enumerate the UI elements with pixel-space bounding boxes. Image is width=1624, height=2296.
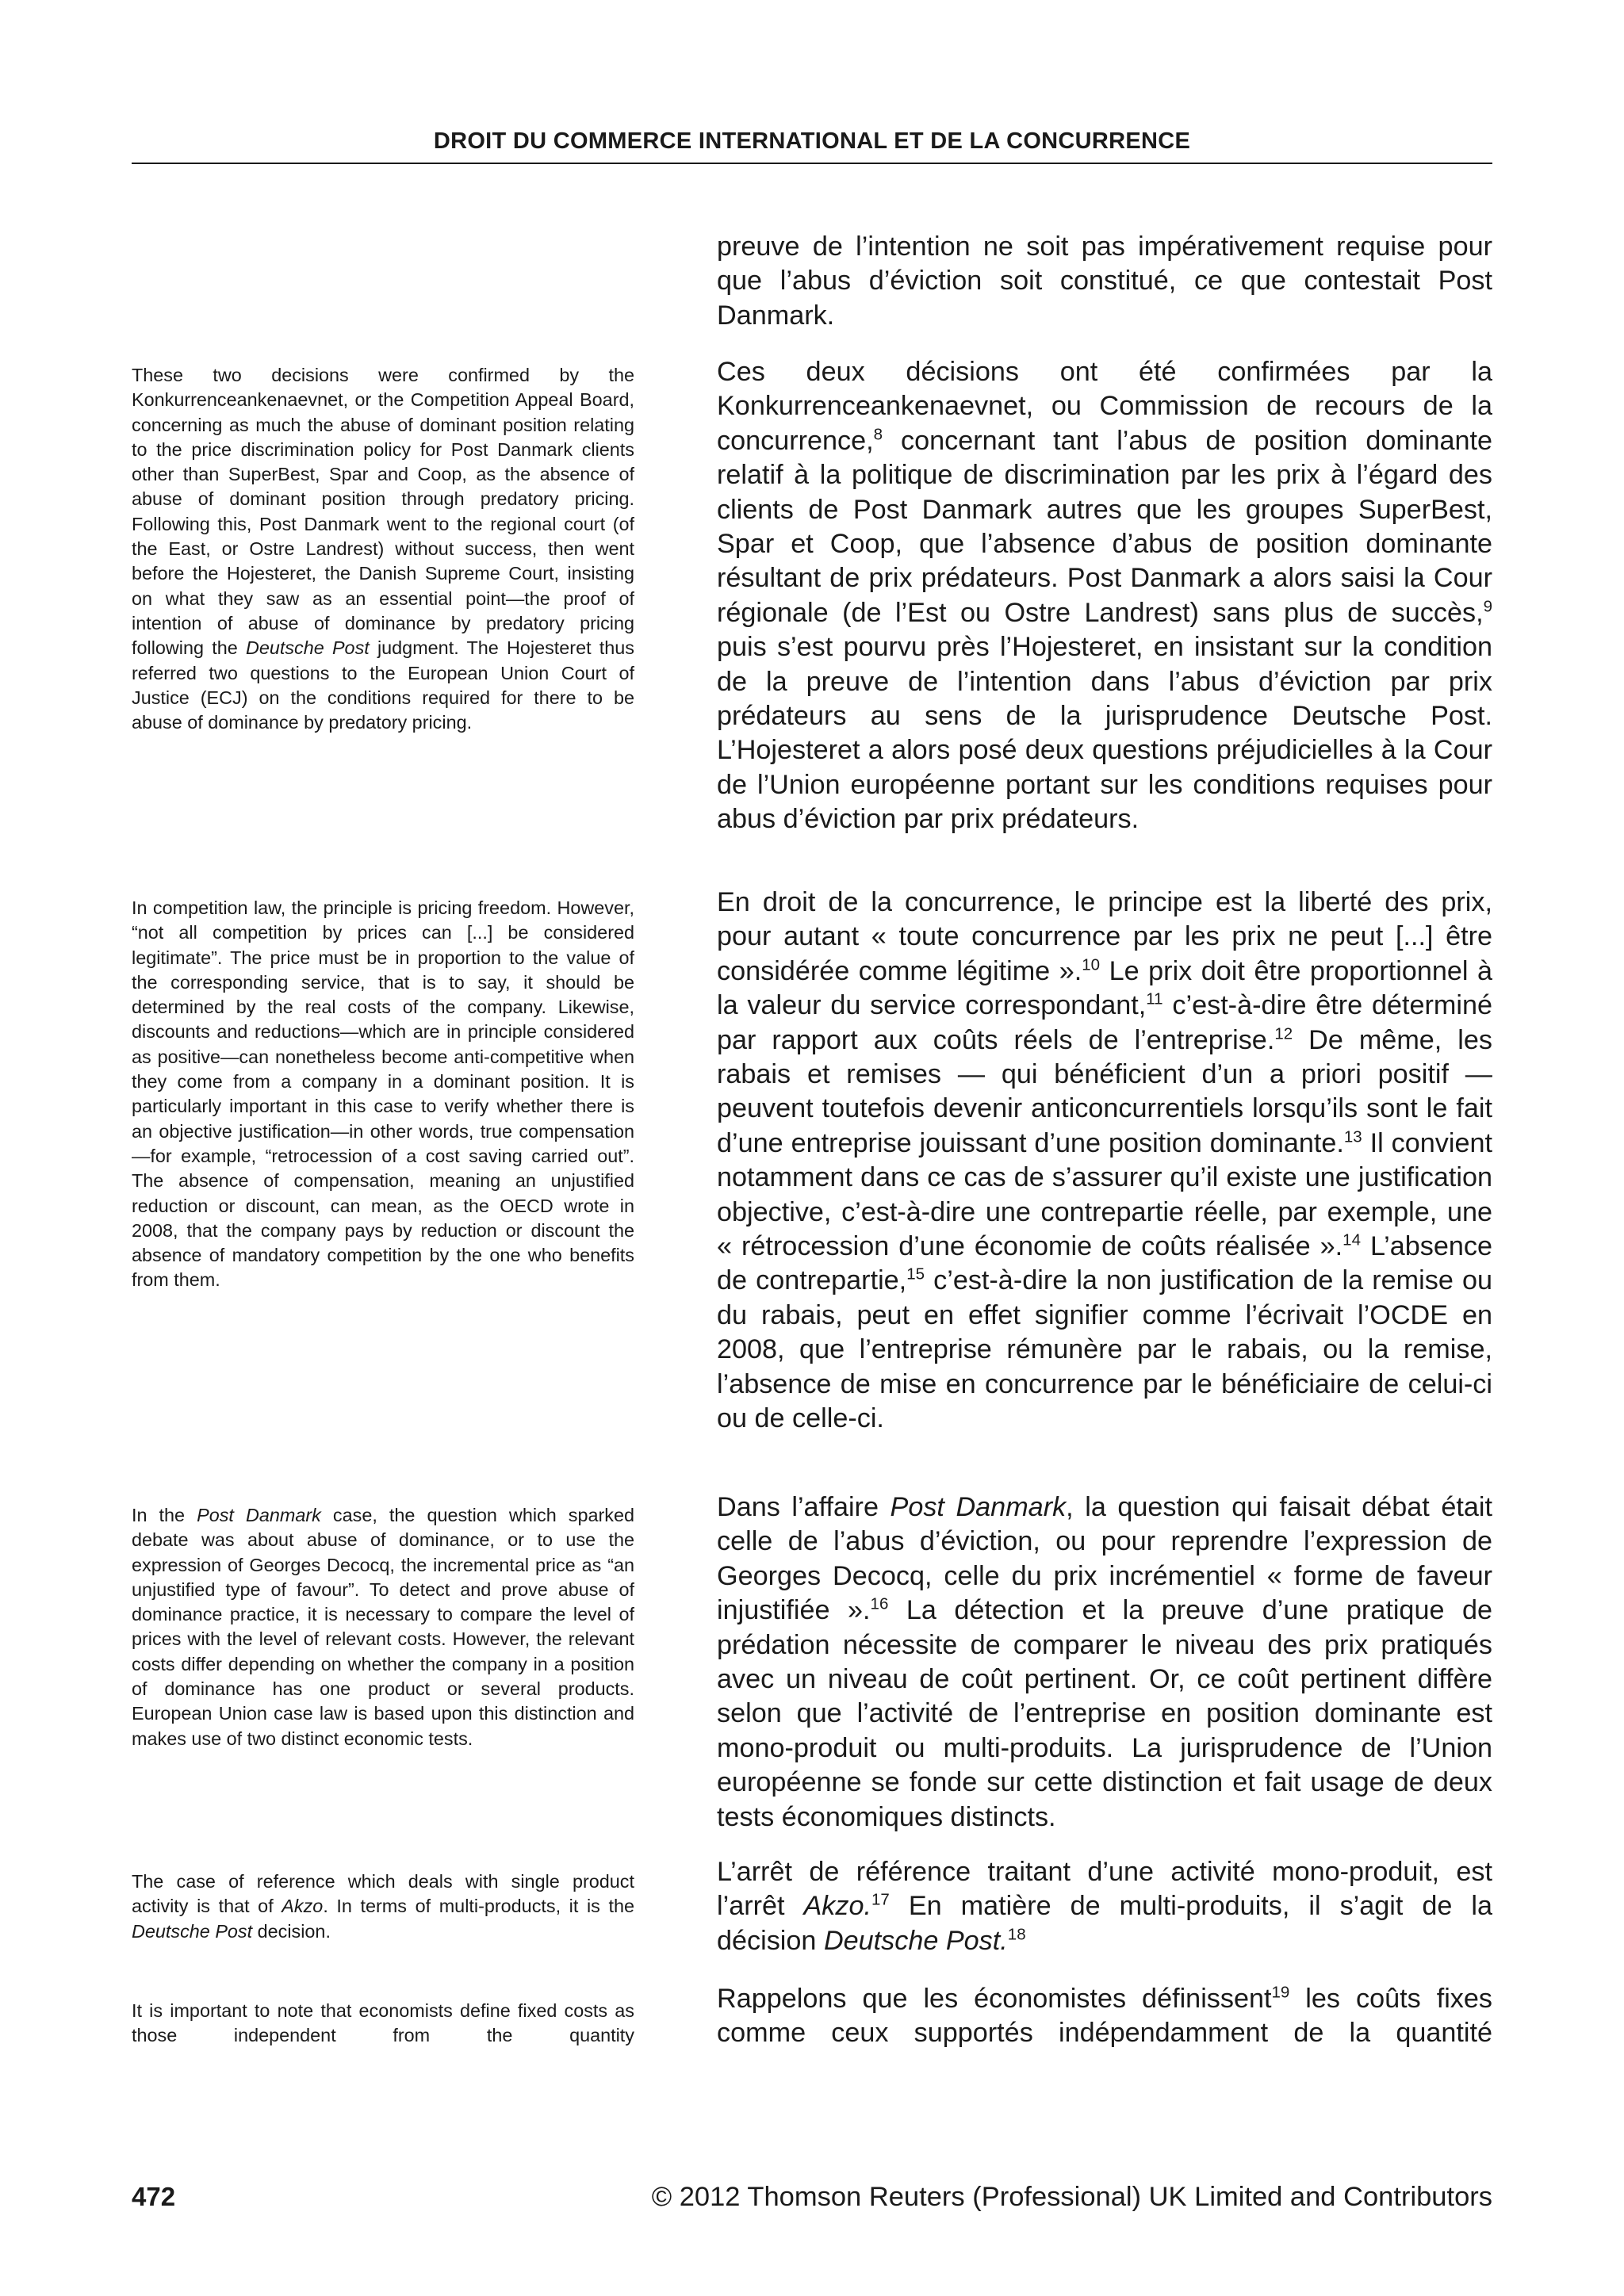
footnote-ref[interactable]: 15 bbox=[906, 1265, 925, 1284]
text-run: puis s’est pourvu près l’Hojesteret, en insistant sur la condition de la preuve de l’intention dans l’abus d’éviction par prix prédateurs au sens de la jurisprudence Deutsche Post. L’Hojesteret a alors posé deux questions préjudicielles à la Cour de l’Union européenne portant sur les conditions requises pour abus d’éviction par prix prédateurs. bbox=[717, 632, 1492, 835]
text-run: decision. bbox=[252, 1920, 331, 1942]
text-run: , la question qui faisait débat était celle de l’abus d’éviction, ou pour reprendre l’expression de Georges Decocq, celle du prix incrémentiel « forme de faveur injustifiée ». bbox=[717, 1492, 1492, 1626]
text-run: L’arrêt de référence traitant d’une activité mono-produit, est l’arrêt bbox=[717, 1857, 1492, 1922]
translation-paragraph-5: It is important to note that economists define fixed costs as those independent from the quantity bbox=[132, 2000, 634, 2046]
main-paragraph-5 bbox=[717, 1982, 1492, 2051]
footnote-ref[interactable]: 12 bbox=[1274, 1024, 1293, 1043]
footnote-ref[interactable]: 17 bbox=[871, 1891, 890, 1910]
footnote-ref[interactable]: 14 bbox=[1342, 1230, 1361, 1249]
main-paragraph-3 bbox=[717, 1490, 1492, 1835]
text-run: Dans l’affaire bbox=[717, 1492, 891, 1522]
text-run: These two decisions were confirmed by the Konkurrenceankenaevnet, or the Competition Appeal Board, concerning as much the abuse of dominant position relating to the price discrimination policy for Post Danmark clients other than SuperBest, Spar and Coop, as the absence of abuse of dominant position through predatory pricing. Following this, Post Danmark went to the regional court (of the East, or Ostre Landrest) without success, then went before the Hojesteret, the Danish Supreme Court, insisting on what they saw as an essential point—the proof of intention of abuse of dominance by predatory pricing following the bbox=[132, 365, 634, 659]
page-number: 472 bbox=[132, 2182, 176, 2211]
translation-paragraph-1 bbox=[132, 363, 634, 735]
text-run: judgment. The Hojesteret thus referred two questions to the European Union Court of Justice (ECJ) on the conditions required for there to be abuse of dominance by predatory pricing. bbox=[132, 637, 634, 733]
text-run: c’est-à-dire être déterminé par rapport aux coûts réels de l’entreprise. bbox=[717, 990, 1493, 1055]
copyright-notice: © 2012 Thomson Reuters (Professional) UK Limited and Contributors bbox=[651, 2182, 1492, 2212]
main-paragraph-0: preuve de l’intention ne soit pas impérativement requise pour que l’abus d’éviction soit constitué, ce que contestait Post Danmark. bbox=[717, 232, 1492, 331]
text-run-italic: Deutsche Post. bbox=[823, 1925, 1008, 1956]
header-rule bbox=[132, 163, 1492, 164]
text-run: Ces deux décisions ont été confirmées par la Konkurrenceankenaevnet, ou Commission de recours de la concurrence, bbox=[717, 357, 1492, 456]
text-run: The case of reference which deals with single product activity is that of bbox=[132, 1871, 634, 1917]
footnote-ref[interactable]: 16 bbox=[870, 1594, 889, 1613]
text-run: Il convient notamment dans ce cas de s’assurer qu’il existe une justification objective, c’est-à-dire une contrepartie réelle, par exemple, une « rétrocession d’une économie de coûts réalisée ». bbox=[717, 1127, 1493, 1262]
text-run: Rappelons que les économistes définissent bbox=[717, 1984, 1272, 2014]
text-run-italic: Post Danmark bbox=[890, 1492, 1067, 1522]
main-paragraph-1 bbox=[717, 355, 1492, 837]
footnote-ref[interactable]: 10 bbox=[1082, 955, 1101, 974]
text-run: La détection et la preuve d’une pratique de prédation nécessite de comparer le niveau des prix pratiqués avec un niveau de coût pertinent. Or, ce coût pertinent diffère selon que l’activité de l’entreprise en position dominante est mono-produit ou multi-produits. La jurisprudence de l’Union européenne se fonde sur cette distinction et fait usage de deux tests économiques distincts. bbox=[717, 1595, 1492, 1832]
text-run-italic: Deutsche Post bbox=[245, 637, 370, 659]
text-run: En matière de multi-produits, il s’agit de la décision bbox=[717, 1891, 1493, 1956]
text-run-italic: Akzo bbox=[282, 1896, 324, 1917]
translation-paragraph-2: In competition law, the principle is pricing freedom. However, “not all competition by prices can [...] be considered legitimate”. The price must be in proportion to the value of the corresponding service, that is to say, it should be determined by the real costs of the company. Likewise, discounts and reductions—which are in principle considered as positive—can nonetheless become anti-competitive when they come from a company in a dominant position. It is particularly important in this case to verify whether there is an objective justification—in other words, true compensation—for example, “retrocession of a cost saving carried out”. The absence of compensation, meaning an unjustified reduction or discount, can mean, as the OECD wrote in 2008, that the company pays by reduction or discount the absence of mandatory competition by the one who benefits from them. bbox=[132, 897, 634, 1291]
text-run: case, the question which sparked debate was about abuse of dominance, or to use the expression of Georges Decocq, the incremental price as “an unjustified type of favour”. To detect and prove abuse of dominance practice, it is necessary to compare the level of prices with the level of relevant costs. However, the relevant costs differ depending on whether the company in a position of dominance has one product or several products. European Union case law is based upon this distinction and makes use of two distinct economic tests. bbox=[132, 1505, 634, 1749]
footnote-ref[interactable]: 18 bbox=[1007, 1925, 1026, 1944]
footnote-ref[interactable]: 9 bbox=[1483, 597, 1492, 616]
text-run: les coûts fixes comme ceux supportés indépendamment de la quantité bbox=[717, 1984, 1492, 2049]
text-run-italic: Deutsche Post bbox=[132, 1920, 253, 1942]
text-run: L’absence de contrepartie, bbox=[717, 1231, 1492, 1296]
text-run: . In terms of multi-products, it is the bbox=[323, 1896, 634, 1917]
text-run-italic: Post Danmark bbox=[197, 1505, 321, 1525]
text-run: Le prix doit être proportionnel à la valeur du service correspondant, bbox=[717, 955, 1493, 1021]
main-paragraph-2 bbox=[717, 886, 1492, 1437]
translation-paragraph-4 bbox=[132, 1869, 634, 1944]
text-run: concernant tant l’abus de position dominante relatif à la politique de discrimination par les prix à l’égard des clients de Post Danmark autres que les groupes SuperBest, Spar et Coop, que l’absence d’abus de position dominante résultant de prix prédateurs. Post Danmark a alors saisi la Cour régionale (de l’Est ou Ostre Landrest) sans plus de succès, bbox=[717, 425, 1492, 628]
main-paragraph-4 bbox=[717, 1855, 1492, 1958]
footnote-ref[interactable]: 13 bbox=[1343, 1127, 1362, 1146]
translation-paragraph-3 bbox=[132, 1503, 634, 1751]
text-run: En droit de la concurrence, le principe est la liberté des prix, pour autant « toute concurrence par les prix ne peut [...] être considérée comme légitime ». bbox=[717, 887, 1492, 986]
running-header: DROIT DU COMMERCE INTERNATIONAL ET DE LA CONCURRENCE bbox=[433, 128, 1191, 154]
text-run-italic: Akzo. bbox=[803, 1891, 872, 1922]
footnote-ref[interactable]: 19 bbox=[1271, 1983, 1290, 2002]
text-run: De même, les rabais et remises — qui bénéficient d’un a priori positif — peuvent toutefois devenir anticoncurrentiels lorsqu’ils sont le fait d’une entreprise jouissant d’une position dominante. bbox=[717, 1024, 1492, 1158]
footnote-ref[interactable]: 8 bbox=[873, 425, 883, 444]
text-run: In the bbox=[132, 1505, 197, 1525]
text-run: c’est-à-dire la non justification de la remise ou du rabais, peut en effet signifier comme l’écrivait l’OCDE en 2008, que l’entreprise rémunère par le rabais, ou la remise, l’absence de mise en concurrence par le bénéficiaire de celui-ci ou de celle-ci. bbox=[717, 1265, 1492, 1434]
footnote-ref[interactable]: 11 bbox=[1146, 989, 1163, 1008]
